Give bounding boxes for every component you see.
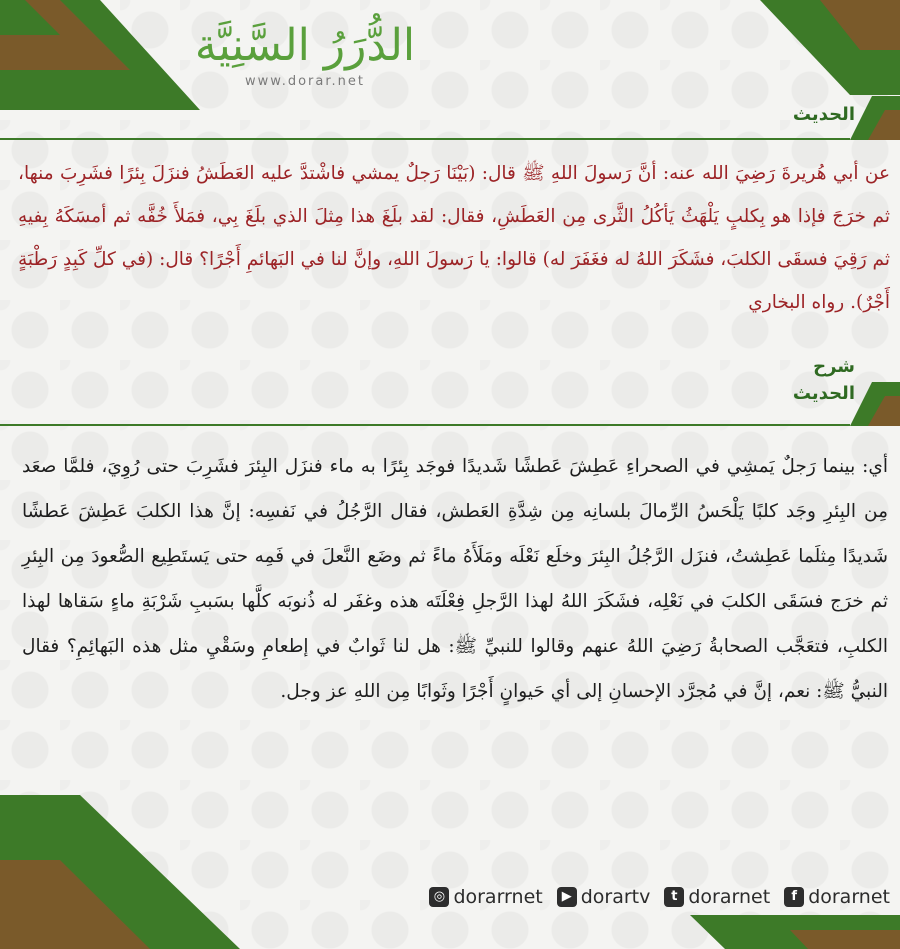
facebook-icon: f [784, 887, 804, 907]
instagram-icon: ◎ [429, 887, 449, 907]
social-link-instagram[interactable] [429, 886, 542, 908]
social-links [430, 884, 890, 910]
hadith-label-underline [0, 138, 850, 140]
sharh-section-label-2: الحديث [792, 383, 855, 404]
sharh-text: أي: بينما رَجلٌ يَمشِي في الصحراءِ عَطِشَ عَطشًا شَديدًا فوجَد بِئرًا به ماء فنزَل البِئرَ فشَرِبَ حتى رُوِيَ، فلمَّا صعَد مِن البِئرِ وجَد كلبًا يَلْحَسُ الرِّمالَ بلسانِه مِن شِدَّةِ العَطش، فقال الرَّجُلُ في نَفسِه: إنَّ هذا الكلبَ عَطِشَ عَطشًا شَديدًا مِثلَما عَطِشتُ، فنزَل الرَّجُلُ البِئرَ وخلَع نَعْلَه ومَلَأَهُ ماءً ثم وضَع النَّعلَ في فَمِه حتى يَستَطِيع الصُّعودَ مِن البِئرِ ثم خرَج فسَقَى الكلبَ في نَعْلِه، فشَكَرَ اللهُ لهذا الرَّجلِ فِعْلَتَه هذه وغفَر له ذُنوبَه كلَّها بسَببِ شَرْبَةِ ماءٍ سَقاها لهذا الكلبِ، فتعَجَّب الصحابةُ رَضِيَ اللهُ عنهم وقالوا للنبيِّ ﷺ: هل لنا ثَوابٌ في إطعامِ وسَقْيِ مثل هذه البَهائِمِ؟ فقال النبيُّ ﷺ: نعم، إنَّ في مُجرَّد الإحسانِ إلى أي حَيوانٍ أَجْرًا وثَوابًا مِن اللهِ عز وجل. [22, 456, 888, 702]
hadith-text: عن أبي هُريرةَ رَضِيَ الله عنه: أنَّ رَسولَ اللهِ ﷺ قال: (بَيْنَا رَجلٌ يمشي فاشْتدَّ عليه العَطَشُ فنزَلَ بِئرًا فشَرِبَ منها، ثم خرَجَ فإذا هو بِكلبٍ يَلْهَثُ يَأكُلُ الثَّرى مِن العَطَشِ، فقال: لقد بلَغَ هذا مِثلَ الذي بلَغَ بِي، فمَلأَ خُفَّه ثم أمسَكَهُ بِفيهِ ثم رَقِيَ فسقَى الكلبَ، فشَكَرَ اللهُ له فغَفَرَ له) قالوا: يا رَسولَ اللهِ، وإنَّ لنا في البَهائمِ أَجْرًا؟ قال: (في كلِّ كَبِدٍ رَطْبَةٍ أَجْرٌ). رواه البخاري [18, 163, 890, 313]
hadith-section-label: الحديث [792, 104, 855, 125]
social-link-twitter[interactable] [664, 886, 770, 908]
social-handle: dorartv [580, 886, 651, 908]
site-logo[interactable] [190, 22, 420, 89]
sharh-section-label-1: شرح [813, 356, 855, 377]
twitter-icon: t [664, 887, 684, 907]
social-link-youtube[interactable] [557, 886, 651, 908]
logo-url: www.dorar.net [245, 74, 365, 89]
social-handle: dorarrnet [453, 886, 543, 908]
social-handle: dorarnet [688, 886, 771, 908]
logo-title: الدُّرَرُ السَّنِيَّة [194, 20, 416, 71]
social-handle: dorarnet [808, 886, 890, 908]
social-link-facebook[interactable] [784, 886, 890, 908]
youtube-icon: ▶ [557, 887, 577, 907]
bottom-right-brown-band [790, 930, 900, 949]
sharh-label-underline [0, 424, 850, 426]
